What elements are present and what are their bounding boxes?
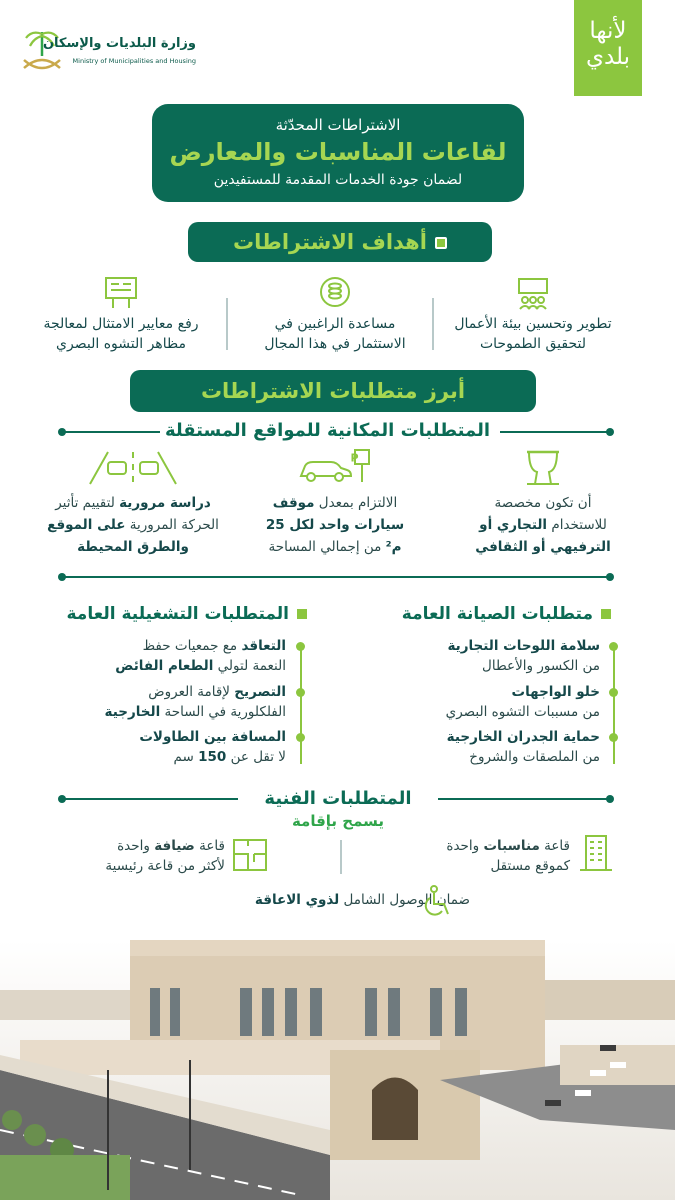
item-bold: سلامة اللوحات التجارية (447, 638, 600, 654)
req-bold: والطرق المحيطة (77, 539, 189, 555)
line-dot (606, 795, 614, 803)
item-bold: التصريح (234, 684, 286, 700)
item-bold: مناسبات (483, 838, 540, 854)
item-text: الفلكلورية في الساحة (160, 704, 286, 720)
technical-divider (340, 840, 342, 874)
badge-line2: بلدي (585, 44, 631, 70)
item-bold: الطعام الفائض (115, 658, 214, 674)
goal-line2: مظاهر التشوه البصري (56, 336, 186, 352)
ministry-name-en: Ministry of Municipalities and Housing (72, 57, 196, 65)
wheelchair-icon (420, 884, 454, 918)
goal-item (240, 276, 430, 354)
item-text: ضمان الوصول الشامل (339, 892, 470, 908)
traffic-road-icon (88, 448, 178, 486)
req-bold: التجاري أو (479, 517, 548, 533)
goal-line2: لتحقيق الطموحات (479, 336, 587, 352)
maintenance-title-text: متطلبات الصيانة العامة (401, 604, 593, 624)
maintenance-item (350, 636, 600, 676)
req-bold: موقف (272, 495, 315, 511)
building-icon (578, 832, 614, 872)
spatial-requirement-item (448, 448, 638, 558)
operational-title (67, 604, 310, 624)
item-text: من مسببات التشوه البصري (445, 704, 600, 720)
maintenance-item (350, 727, 600, 767)
item-bold: التعاقد (241, 638, 286, 654)
square-bullet-icon (599, 607, 613, 621)
goal-divider (226, 298, 228, 350)
req-text: للاستخدام (547, 517, 607, 533)
goal-line2: الاستثمار في هذا المجال (264, 336, 406, 352)
req-bold: على الموقع (47, 517, 126, 533)
svg-text:P: P (350, 451, 359, 465)
line-dot (606, 573, 614, 581)
coins-icon (315, 276, 355, 310)
car-parking-icon (295, 448, 375, 486)
business-board-icon (513, 276, 553, 310)
spatial-requirement-item (38, 448, 228, 558)
req-text: أن تكون مخصصة (494, 495, 592, 511)
operational-item (36, 636, 286, 676)
palm-swords-emblem-icon (16, 26, 68, 78)
technical-item (60, 836, 225, 876)
timeline-bullet (609, 688, 618, 697)
item-bold: خلو الواجهات (511, 684, 600, 700)
item-text: النعمة لتولي (213, 658, 286, 674)
technical-title: المتطلبات الفنية (238, 788, 438, 809)
title-line1: الاشتراطات المحدّثة (275, 116, 401, 134)
maintenance-item (350, 682, 600, 722)
goal-item (438, 276, 628, 354)
item-bold: 150 (198, 749, 227, 765)
req-text: لتقييم تأثير (55, 495, 120, 511)
goals-heading (188, 222, 492, 262)
ministry-logo (16, 22, 196, 82)
goals-heading-text: أهداف الاشتراطات (233, 230, 427, 254)
goal-divider (432, 298, 434, 350)
technical-item (380, 836, 570, 876)
goal-line1: مساعدة الراغبين في (274, 316, 396, 332)
item-text: واحدة (117, 838, 155, 854)
item-text: من الكسور والأعطال (482, 658, 600, 674)
square-bullet-icon (295, 607, 309, 621)
item-bold: حماية الجدران الخارجية (446, 729, 600, 745)
spatial-requirements-title: المتطلبات المكانية للمواقع المستقلة (160, 420, 500, 441)
operational-title-text: المتطلبات التشغيلية العامة (66, 604, 289, 624)
floor-plan-icon (230, 834, 270, 874)
req-bold: م² (385, 539, 402, 555)
operational-item (36, 727, 286, 767)
item-text: قاعة (539, 838, 570, 854)
item-text: كموقع مستقل (490, 858, 570, 874)
goal-line1: رفع معايير الامتثال لمعالجة (43, 316, 199, 332)
maintenance-title (402, 604, 613, 624)
presentation-board-icon (101, 276, 141, 310)
line-dot (606, 428, 614, 436)
item-bold: المسافة بين الطاولات (139, 729, 286, 745)
brand-badge (574, 0, 642, 96)
timeline-bullet (296, 688, 305, 697)
item-bold: لذوي الاعاقة (254, 892, 340, 908)
title-box (152, 104, 524, 202)
section-divider-line (62, 576, 612, 578)
req-text: من إجمالي المساحة (268, 539, 386, 555)
badge-line1: لأنها (589, 18, 627, 44)
item-text: قاعة (194, 838, 225, 854)
req-bold: الترفيهي أو الثقافي (475, 539, 611, 555)
req-text: الالتزام بمعدل (314, 495, 398, 511)
goal-line1: تطوير وتحسين بيئة الأعمال (454, 316, 612, 332)
item-bold: الخارجية (104, 704, 161, 720)
requirements-heading: أبرز متطلبات الاشتراطات (130, 370, 536, 412)
timeline-line (300, 644, 302, 764)
title-line3: لضمان جودة الخدمات المقدمة للمستفيدين (213, 172, 463, 188)
item-text: لأكثر من قاعة رئيسية (105, 858, 225, 874)
operational-item (36, 682, 286, 722)
item-text: واحدة (446, 838, 484, 854)
square-bullet-icon (435, 237, 447, 249)
item-text: مع جمعيات حفظ (142, 638, 242, 654)
technical-subtitle: يسمح بإقامة (291, 812, 385, 830)
timeline-bullet (296, 642, 305, 651)
item-text: سم (173, 749, 199, 765)
timeline-line (613, 644, 615, 764)
event-hall-building-image (0, 940, 675, 1200)
req-text: الحركة المرورية (125, 517, 219, 533)
ministry-name-ar: وزارة البلديات والإسكان (42, 36, 196, 51)
timeline-bullet (609, 733, 618, 742)
item-bold: ضيافة (154, 838, 195, 854)
spatial-requirement-item (240, 448, 430, 558)
title-line2: لقاعات المناسبات والمعارض (169, 138, 507, 166)
goal-item (26, 276, 216, 354)
timeline-bullet (296, 733, 305, 742)
item-text: لإقامة العروض (148, 684, 235, 700)
req-bold: سيارات واحد لكل 25 (265, 517, 405, 533)
item-text: من الملصقات والشروخ (469, 749, 600, 765)
item-text: لا تقل عن (226, 749, 286, 765)
stage-curtain-icon (523, 448, 563, 486)
req-bold: دراسة مرورية (119, 495, 211, 511)
timeline-bullet (609, 642, 618, 651)
